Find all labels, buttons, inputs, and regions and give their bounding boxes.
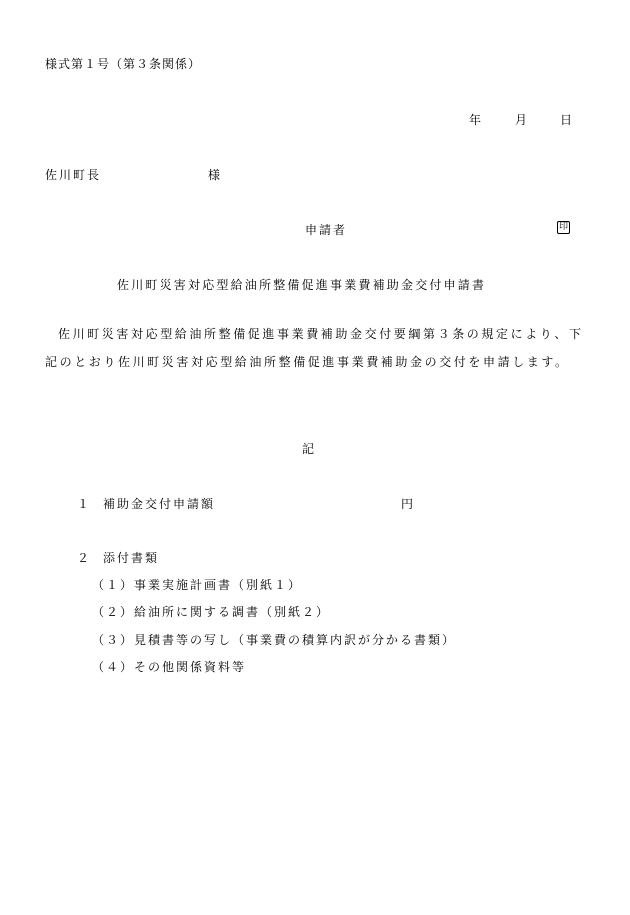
item-1-label: 補助金交付申請額 (103, 497, 216, 511)
date-day-label: 日 (560, 113, 573, 127)
item-1-number: １ (77, 497, 90, 511)
addressee-honorific: 様 (208, 168, 221, 182)
form-number: 様式第１号（第３条関係） (45, 57, 202, 71)
applicant-label: 申請者 (305, 223, 348, 237)
item-2-number: ２ (77, 551, 90, 565)
item-2-label: 添付書類 (103, 551, 160, 565)
attachment-item: （２）給油所に関する調書（別紙２） (92, 605, 331, 619)
attachment-item: （１）事業実施計画書（別紙１） (92, 578, 303, 592)
date-year-label: 年 (469, 113, 482, 127)
attachment-item: （３）見積書等の写し（事業費の積算内訳が分かる書類） (92, 633, 457, 647)
item-1-unit: 円 (401, 497, 414, 511)
addressee-name: 佐川町長 (45, 168, 102, 182)
document-title: 佐川町災害対応型給油所整備促進事業費補助金交付申請書 (117, 278, 487, 292)
body-paragraph: 佐川町災害対応型給油所整備促進事業費補助金交付要綱第３条の規定により、下記のとおり佐川町災害対応型給油所整備促進事業費補助金の交付を申請します。 (45, 327, 584, 369)
attachment-item: （４）その他関係資料等 (92, 660, 247, 674)
date-month-label: 月 (515, 113, 528, 127)
seal-icon: 印 (558, 222, 568, 232)
ki-heading: 記 (302, 442, 315, 456)
